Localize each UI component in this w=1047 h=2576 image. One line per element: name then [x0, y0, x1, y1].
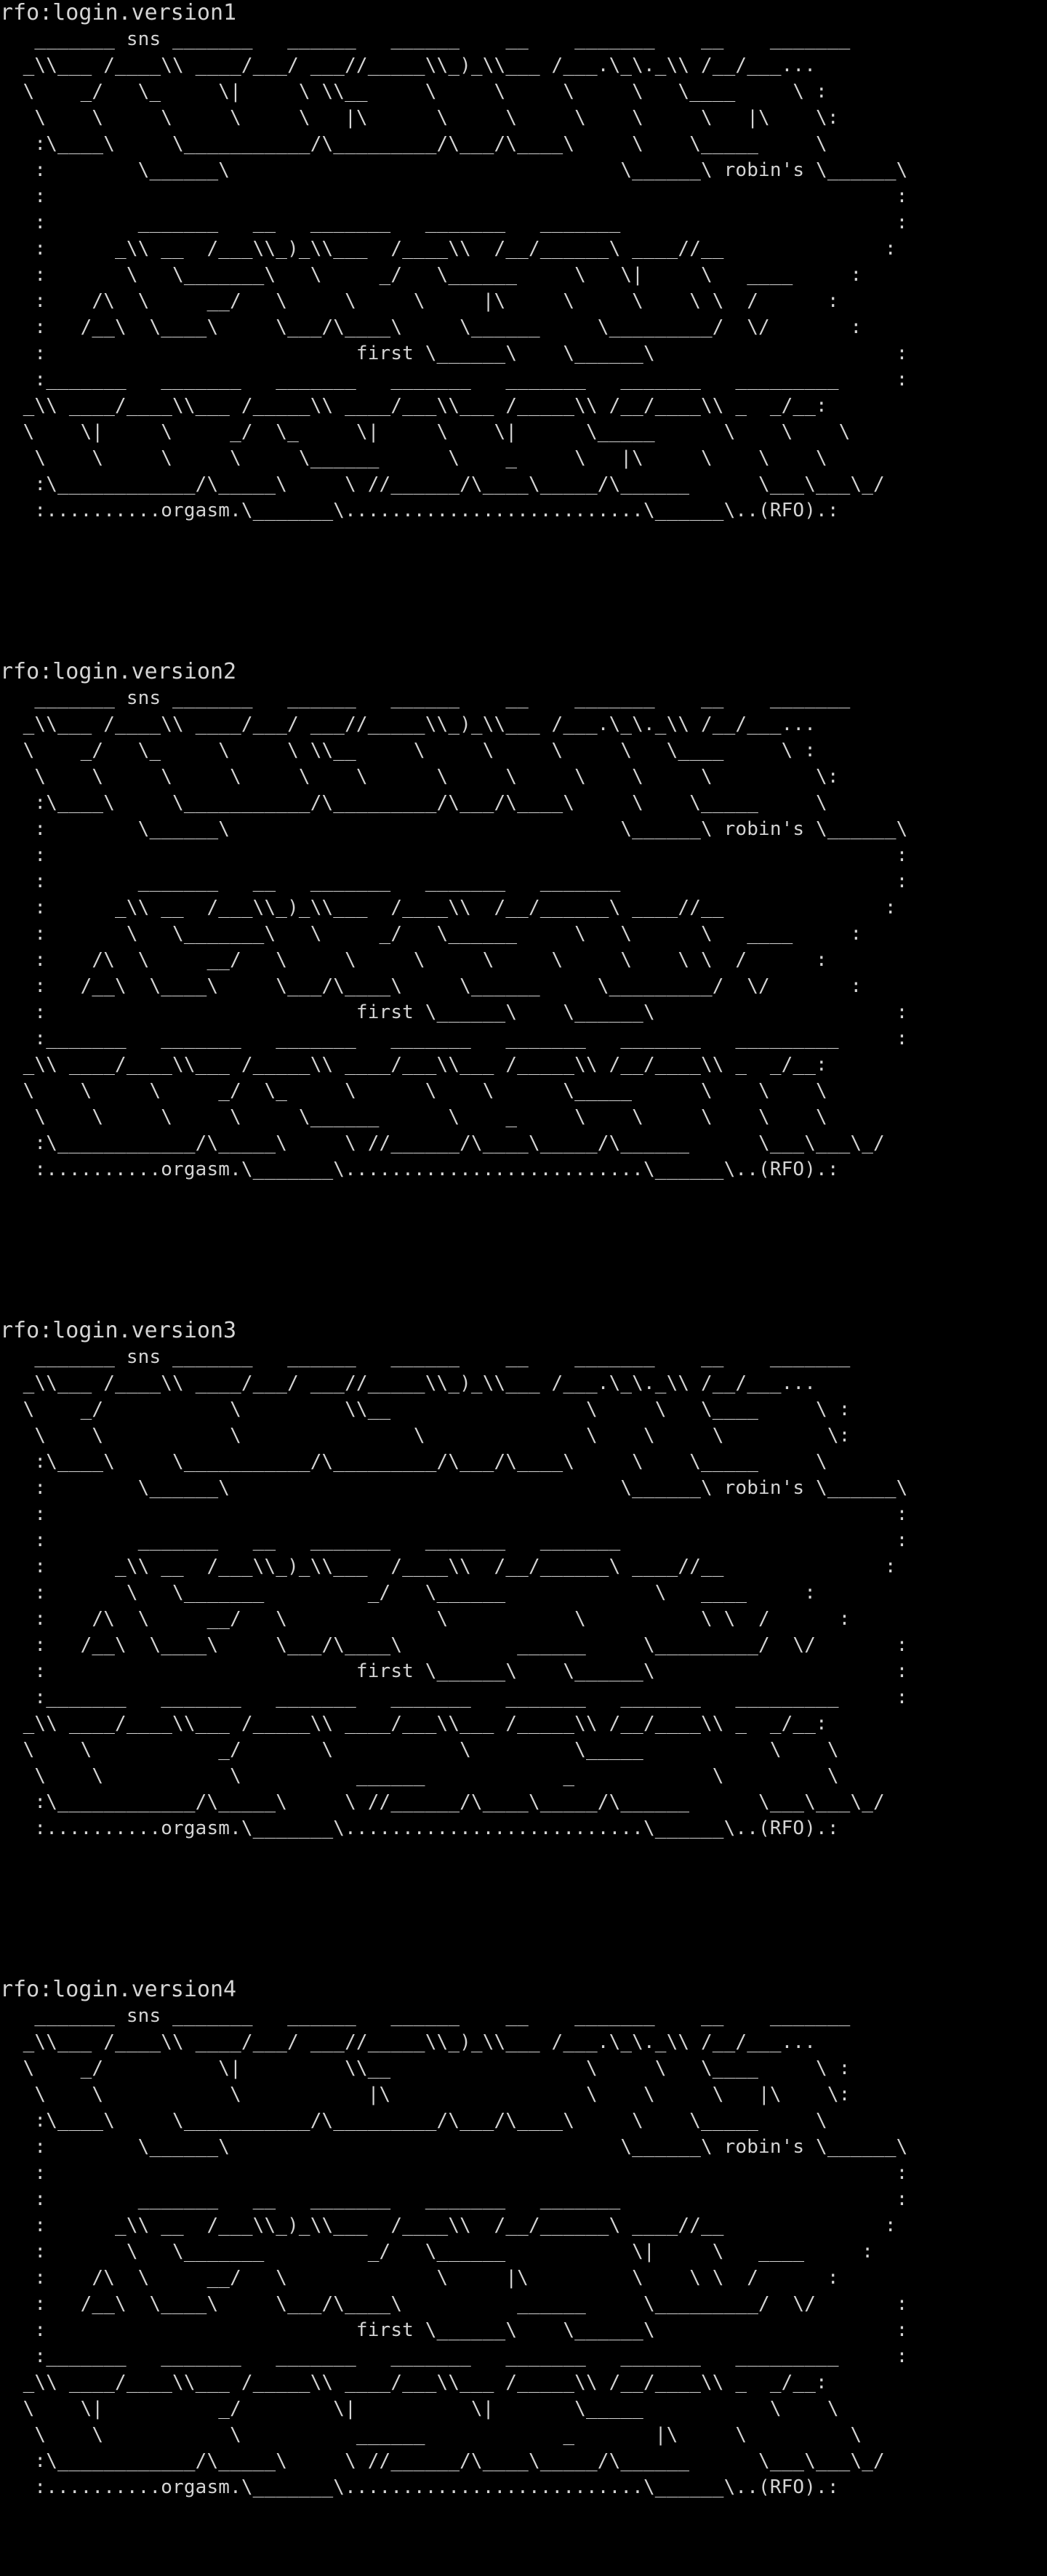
- prompt-label: rfo:login.version2: [0, 659, 237, 684]
- prompt-label: rfo:login.version4: [0, 1977, 237, 2002]
- prompt-label: rfo:login.version3: [0, 1318, 237, 1343]
- ascii-art-banner: _______ sns _______ ______ ______ __ _______ __ _______ _\\___ /____\\ ____/___/ ___//_____\\_)_\\___ /___.\_\._\\ /__/___... \ _/ \_ \ \ \\__ \ \ \ \ \____ \ : \ \ \ \ \ \ \ \ \ \ \ \: :\____\ \___________/\_________/\___/\____\ \ \_____ \ : \______\ \______\ robin's \______\ : : : _______ __ _______ _______ _______ : : _\\ __ /___\\_)_\\___ /____\\ /__/______\ ____//__ : : \ \_______\ \ _/ \______ \ \ \ ____ : : /\ \ __/ \ \ \ \ \ \ \ \ / : : /__\ \____\ \___/\____\ \______ \_________/ \/ : : first \______\ \______\ : :_______ _______ _______ _______ _______ _______ _________ : _\\ ____/____\\___ /_____\\ ____/___\\___ /_____\\ /__/____\\ _ _/__: \ \ \ _/ \_ \ \ \ \_____ \ \ \ \ \ \ \ \______ \ _ \ \ \ \ \ :\____________/\_____\ \ //______/\____\_____/\______ \___\___\_/ :..........orgasm.\_______\..........................\______\..(RFO).:: [23, 687, 908, 1180]
- ascii-art-banner: _______ sns _______ ______ ______ __ _______ __ _______ _\\___ /____\\ ____/___/ ___//_____\\_)_\\___ /___.\_\._\\ /__/___... \ _/ \ \\__ \ \ \____ \ : \ \ \ \ \ \ \ \: :\____\ \___________/\_________/\___/\____\ \ \_____ \ : \______\ \______\ robin's \______\ : : : _______ __ _______ _______ _______ : : _\\ __ /___\\_)_\\___ /____\\ /__/______\ ____//__ : : \ \_______ _/ \______ \ ____ : : /\ \ __/ \ \ \ \ \ / : : /__\ \____\ \___/\____\ ______ \_________/ \/ : : first \______\ \______\ : :_______ _______ _______ _______ _______ _______ _________ : _\\ ____/____\\___ /_____\\ ____/___\\___ /_____\\ /__/____\\ _ _/__: \ \ _/ \ \ \_____ \ \ \ \ \ ______ _ \ \ :\____________/\_____\ \ //______/\____\_____/\______ \___\___\_/ :..........orgasm.\_______\..........................\______\..(RFO).:: [23, 1346, 908, 1839]
- prompt-label: rfo:login.version1: [0, 0, 237, 25]
- ascii-art-banner: _______ sns _______ ______ ______ __ _______ __ _______ _\\___ /____\\ ____/___/ ___//_____\\_)_\\___ /___.\_\._\\ /__/___... \ _/ \_ \| \ \\__ \ \ \ \ \____ \ : \ \ \ \ \ |\ \ \ \ \ \ |\ \: :\____\ \___________/\_________/\___/\____\ \ \_____ \ : \______\ \______\ robin's \______\ : : : _______ __ _______ _______ _______ : : _\\ __ /___\\_)_\\___ /____\\ /__/______\ ____//__ : : \ \_______\ \ _/ \______ \ \| \ ____ : : /\ \ __/ \ \ \ |\ \ \ \ \ / : : /__\ \____\ \___/\____\ \______ \_________/ \/ : : first \______\ \______\ : :_______ _______ _______ _______ _______ _______ _________ : _\\ ____/____\\___ /_____\\ ____/___\\___ /_____\\ /__/____\\ _ _/__: \ \| \ _/ \_ \| \ \| \_____ \ \ \ \ \ \ \ \______ \ _ \ |\ \ \ \ :\____________/\_____\ \ //______/\____\_____/\______ \___\___\_/ :..........orgasm.\_______\..........................\______\..(RFO).:: [23, 28, 908, 521]
- ascii-art-banner: _______ sns _______ ______ ______ __ _______ __ _______ _\\___ /____\\ ____/___/ ___//_____\\_)_\\___ /___.\_\._\\ /__/___... \ _/ \| \\__ \ \ \____ \ : \ \ \ |\ \ \ \ |\ \: :\____\ \___________/\_________/\___/\____\ \ \_____ \ : \______\ \______\ robin's \______\ : : : _______ __ _______ _______ _______ : : _\\ __ /___\\_)_\\___ /____\\ /__/______\ ____//__ : : \ \_______ _/ \______ \| \ ____ : : /\ \ __/ \ \ |\ \ \ \ / : : /__\ \____\ \___/\____\ ______ \_________/ \/ : : first \______\ \______\ : :_______ _______ _______ _______ _______ _______ _________ : _\\ ____/____\\___ /_____\\ ____/___\\___ /_____\\ /__/____\\ _ _/__: \ \| _/ \| \| \_____ \ \ \ \ \ ______ _ |\ \ \ :\____________/\_____\ \ //______/\____\_____/\______ \___\___\_/ :..........orgasm.\_______\..........................\______\..(RFO).:: [23, 2005, 908, 2498]
